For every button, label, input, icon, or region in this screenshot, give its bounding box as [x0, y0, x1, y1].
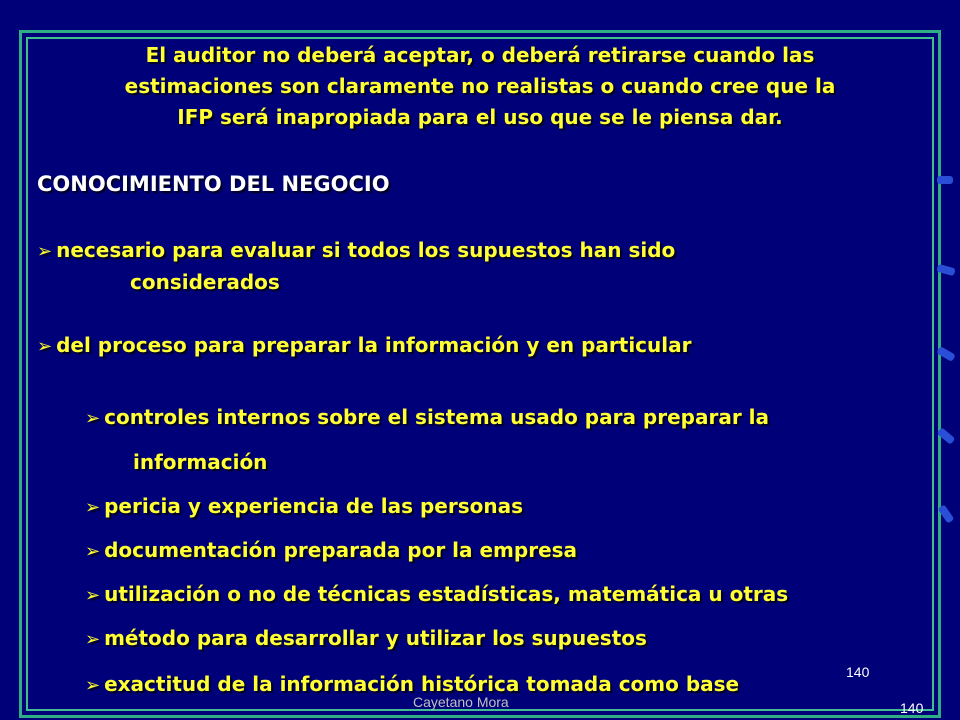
section-heading: CONOCIMIENTO DEL NEGOCIO	[37, 172, 390, 196]
bullet-text: necesario para evaluar si todos los supuestos han sido	[56, 238, 676, 262]
corner-page-number: 140	[900, 700, 924, 716]
intro-line-1: El auditor no deberá aceptar, o deberá retirarse cuando las	[145, 43, 815, 67]
sub-bullet-continuation: información	[133, 450, 268, 474]
sub-bullet-text: controles internos sobre el sistema usado para preparar la	[104, 405, 770, 429]
intro-paragraph	[0, 40, 960, 133]
sub-bullet-item	[85, 494, 523, 518]
bullet-continuation: considerados	[130, 270, 280, 294]
arrow-bullet-icon: ➢	[85, 408, 101, 429]
arrow-bullet-icon: ➢	[37, 336, 53, 357]
sub-bullet-item	[85, 582, 788, 606]
sub-bullet-text: exactitud de la información histórica tomada como base	[104, 672, 740, 696]
arrow-bullet-icon: ➢	[85, 629, 101, 650]
intro-line-3: IFP será inapropiada para el uso que se le piensa dar.	[177, 105, 783, 129]
arrow-bullet-icon: ➢	[85, 497, 101, 518]
slide-frame-inner	[26, 37, 934, 711]
arrow-bullet-icon: ➢	[85, 541, 101, 562]
sub-bullet-text: método para desarrollar y utilizar los supuestos	[104, 626, 647, 650]
arrow-bullet-icon: ➢	[85, 585, 101, 606]
bullet-item	[37, 333, 691, 357]
sub-bullet-item	[85, 538, 577, 562]
sub-bullet-text: utilización o no de técnicas estadísticas, matemática u otras	[104, 582, 789, 606]
sub-bullet-item	[85, 626, 647, 650]
decor-mark	[937, 176, 953, 184]
intro-line-2: estimaciones son claramente no realistas o cuando cree que la	[124, 74, 836, 98]
footer-author: Cayetano Mora	[413, 694, 509, 710]
sub-bullet-text: pericia y experiencia de las personas	[104, 494, 523, 518]
slide-page-number: 140	[846, 664, 870, 680]
arrow-bullet-icon: ➢	[85, 675, 101, 696]
sub-bullet-item	[85, 672, 739, 696]
sub-bullet-text: documentación preparada por la empresa	[104, 538, 578, 562]
sub-bullet-item	[85, 405, 769, 429]
arrow-bullet-icon: ➢	[37, 241, 53, 262]
bullet-item	[37, 238, 675, 262]
bullet-text: del proceso para preparar la información y en particular	[56, 333, 692, 357]
